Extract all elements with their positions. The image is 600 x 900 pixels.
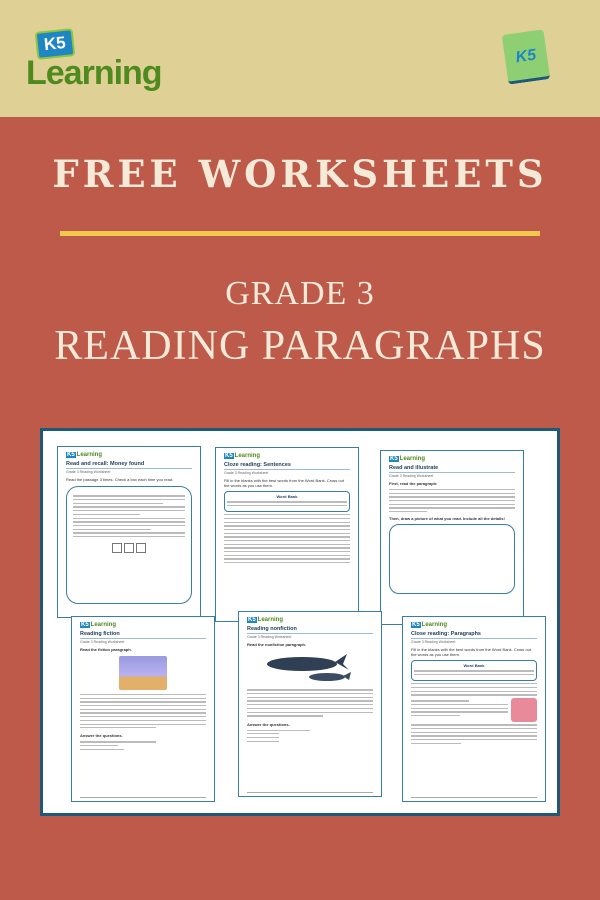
k5-learning-logo[interactable] bbox=[26, 26, 196, 96]
worksheet-subtitle: Grade 3 Reading Worksheet bbox=[224, 471, 269, 475]
drawing-area bbox=[389, 524, 515, 594]
worksheet-title: Read and recall: Money found bbox=[66, 461, 192, 469]
worksheet-card[interactable] bbox=[57, 446, 201, 618]
basketball-image bbox=[119, 656, 167, 690]
worksheet-instructions: Fill in the blanks with the best words from the Word Bank. Cross out the words as you use them. bbox=[224, 478, 344, 488]
main-title: FREE WORKSHEETS bbox=[52, 152, 548, 196]
word-bank-label: Word Bank bbox=[463, 663, 485, 668]
worksheet-subtitle: Grade 3 Reading Worksheet bbox=[247, 635, 292, 639]
logo-icon: K5 Learning bbox=[81, 622, 117, 628]
topic-title: READING PARAGRAPHS bbox=[54, 323, 546, 369]
footer bbox=[411, 797, 537, 798]
logo-icon: K5 Learning bbox=[248, 617, 284, 623]
passage-frame bbox=[66, 486, 192, 604]
worksheet-title: Close reading: Paragraphs bbox=[411, 631, 537, 639]
word-bank bbox=[224, 491, 350, 512]
logo-text: Learning bbox=[26, 54, 162, 92]
grade-title: GRADE 3 bbox=[225, 275, 375, 312]
word-bank-label: Word Bank bbox=[276, 494, 298, 499]
list-with-image bbox=[411, 698, 537, 722]
worksheet-card[interactable] bbox=[402, 616, 546, 802]
logo-icon: K5 Learning bbox=[390, 456, 426, 462]
header-banner bbox=[0, 0, 600, 117]
worksheet-subtitle: Grade 3 Reading Worksheet bbox=[411, 640, 456, 644]
footer bbox=[80, 797, 206, 798]
worksheet-subtitle: Grade 3 Reading Worksheet bbox=[80, 640, 125, 644]
worksheet-card[interactable] bbox=[71, 616, 215, 802]
logo-icon: K5 Learning bbox=[412, 622, 448, 628]
whale-image bbox=[247, 650, 375, 686]
worksheet-title: Cloze reading: Sentences bbox=[224, 462, 350, 470]
worksheet-card[interactable] bbox=[380, 450, 524, 625]
worksheet-instructions: Read the fiction paragraph. bbox=[80, 647, 132, 652]
logo-icon: K5 Learning bbox=[67, 452, 103, 458]
worksheet-instructions: First, read the paragraph: bbox=[389, 481, 438, 486]
questions-heading: Answer the questions. bbox=[247, 721, 290, 727]
worksheet-preview-panel bbox=[40, 428, 560, 816]
logo-badge: K5 bbox=[35, 28, 75, 60]
footer bbox=[247, 792, 373, 793]
worksheet-subtitle: Grade 3 Reading Worksheet bbox=[389, 474, 434, 478]
worksheet-instructions: Read the nonfiction paragraph. bbox=[247, 642, 307, 647]
logo-icon: K5 Learning bbox=[225, 453, 261, 459]
divider bbox=[60, 231, 540, 236]
worksheet-card[interactable] bbox=[238, 611, 382, 797]
k5-book-icon: K5 bbox=[502, 29, 551, 84]
drawing-instructions: Then, draw a picture of what you read. Include all the details! bbox=[389, 516, 505, 522]
worksheet-instructions: Fill in the blanks with the best words from the Word Bank. Cross out the words as you use them. bbox=[411, 647, 531, 657]
worksheet-title: Reading nonfiction bbox=[247, 626, 373, 634]
word-bank bbox=[411, 660, 537, 681]
worksheet-title: Reading fiction bbox=[80, 631, 206, 639]
worksheet-card[interactable] bbox=[215, 447, 359, 622]
boy-in-bed-image bbox=[511, 698, 537, 722]
worksheet-instructions: Read the passage 3 times. Check a box each time you read. bbox=[66, 477, 174, 482]
worksheet-subtitle: Grade 3 Reading Worksheet bbox=[66, 470, 111, 474]
questions-heading: Answer the questions. bbox=[80, 733, 123, 739]
worksheet-title: Read and illustrate bbox=[389, 465, 515, 473]
